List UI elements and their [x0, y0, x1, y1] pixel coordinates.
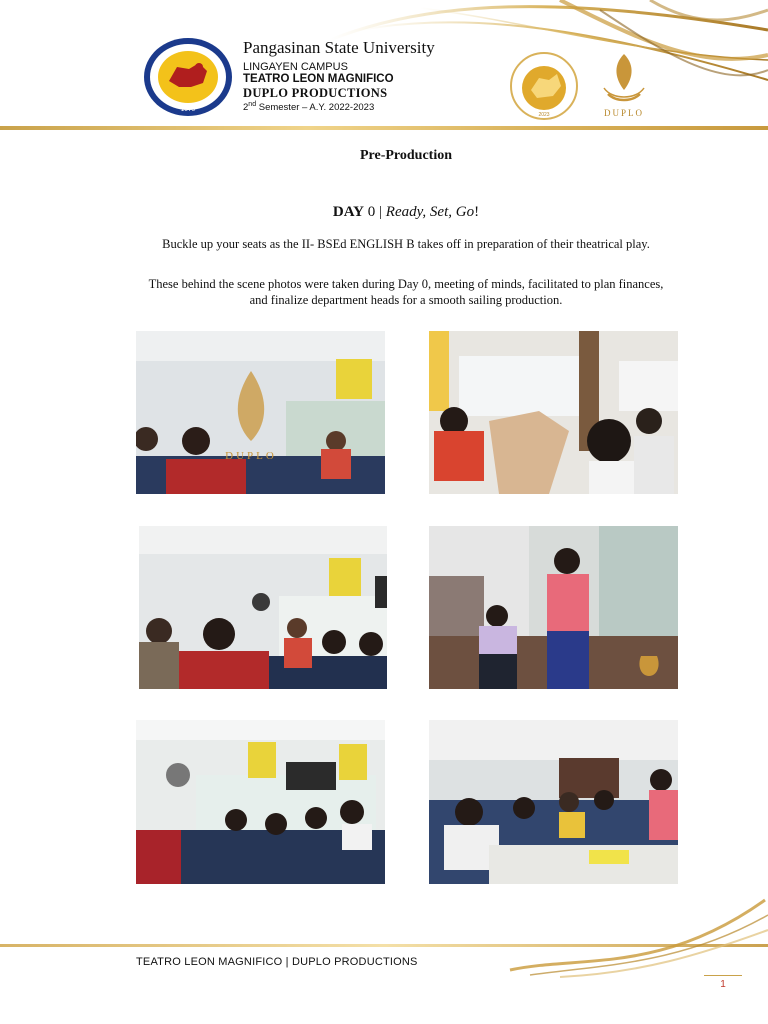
- teatro-logo-year: 2023: [538, 112, 550, 118]
- page-number: 1: [720, 979, 726, 990]
- photo-classroom-3: [139, 526, 387, 689]
- semester-label: 2nd Semester – A.Y. 2022-2023: [243, 100, 375, 113]
- campus-name: LINGAYEN CAMPUS: [243, 60, 348, 73]
- intro-paragraph: Buckle up your seats as the II- BSEd ENGLISH B takes off in preparation of their theatrical play.: [162, 237, 650, 251]
- header-divider: [0, 126, 768, 130]
- theater-name: TEATRO LEON MAGNIFICO: [243, 73, 394, 86]
- duplo-productions-logo: [594, 50, 654, 122]
- header-text-block: [243, 38, 435, 114]
- section-title: Pre-Production: [359, 148, 453, 163]
- photo-classroom-2: [429, 331, 678, 494]
- photo-classroom-4: [136, 720, 385, 884]
- footer-text: TEATRO LEON MAGNIFICO | DUPLO PRODUCTIONS: [136, 956, 418, 968]
- day-label: DAY: [332, 204, 365, 220]
- photo-classroom-1: [136, 331, 385, 494]
- psu-seal-year: 1979: [180, 106, 196, 113]
- svg-text:DUPLO: DUPLO: [225, 450, 277, 462]
- footer-gold-swoosh: [500, 895, 768, 985]
- page-number-rule: [704, 975, 742, 976]
- duplo-logo-text: DUPLO: [603, 108, 645, 118]
- photo-presenter: [429, 526, 678, 689]
- day-number: 0 |: [364, 204, 386, 220]
- teatro-leon-magnifico-logo: [505, 50, 583, 122]
- description-paragraph: These behind the scene photos were taken during Day 0, meeting of minds, facilitated to plan finances, and finalize department heads for a smooth sailing production.: [148, 277, 664, 307]
- day-subtitle: Ready, Set, Go: [385, 204, 475, 220]
- university-name: Pangasinan State University: [243, 38, 435, 57]
- productions-name: DUPLO PRODUCTIONS: [243, 86, 388, 101]
- photo-classroom-5: [429, 720, 678, 884]
- day-heading: DAY 0 | Ready, Set, Go!: [332, 204, 480, 220]
- psu-seal-logo: [143, 37, 233, 117]
